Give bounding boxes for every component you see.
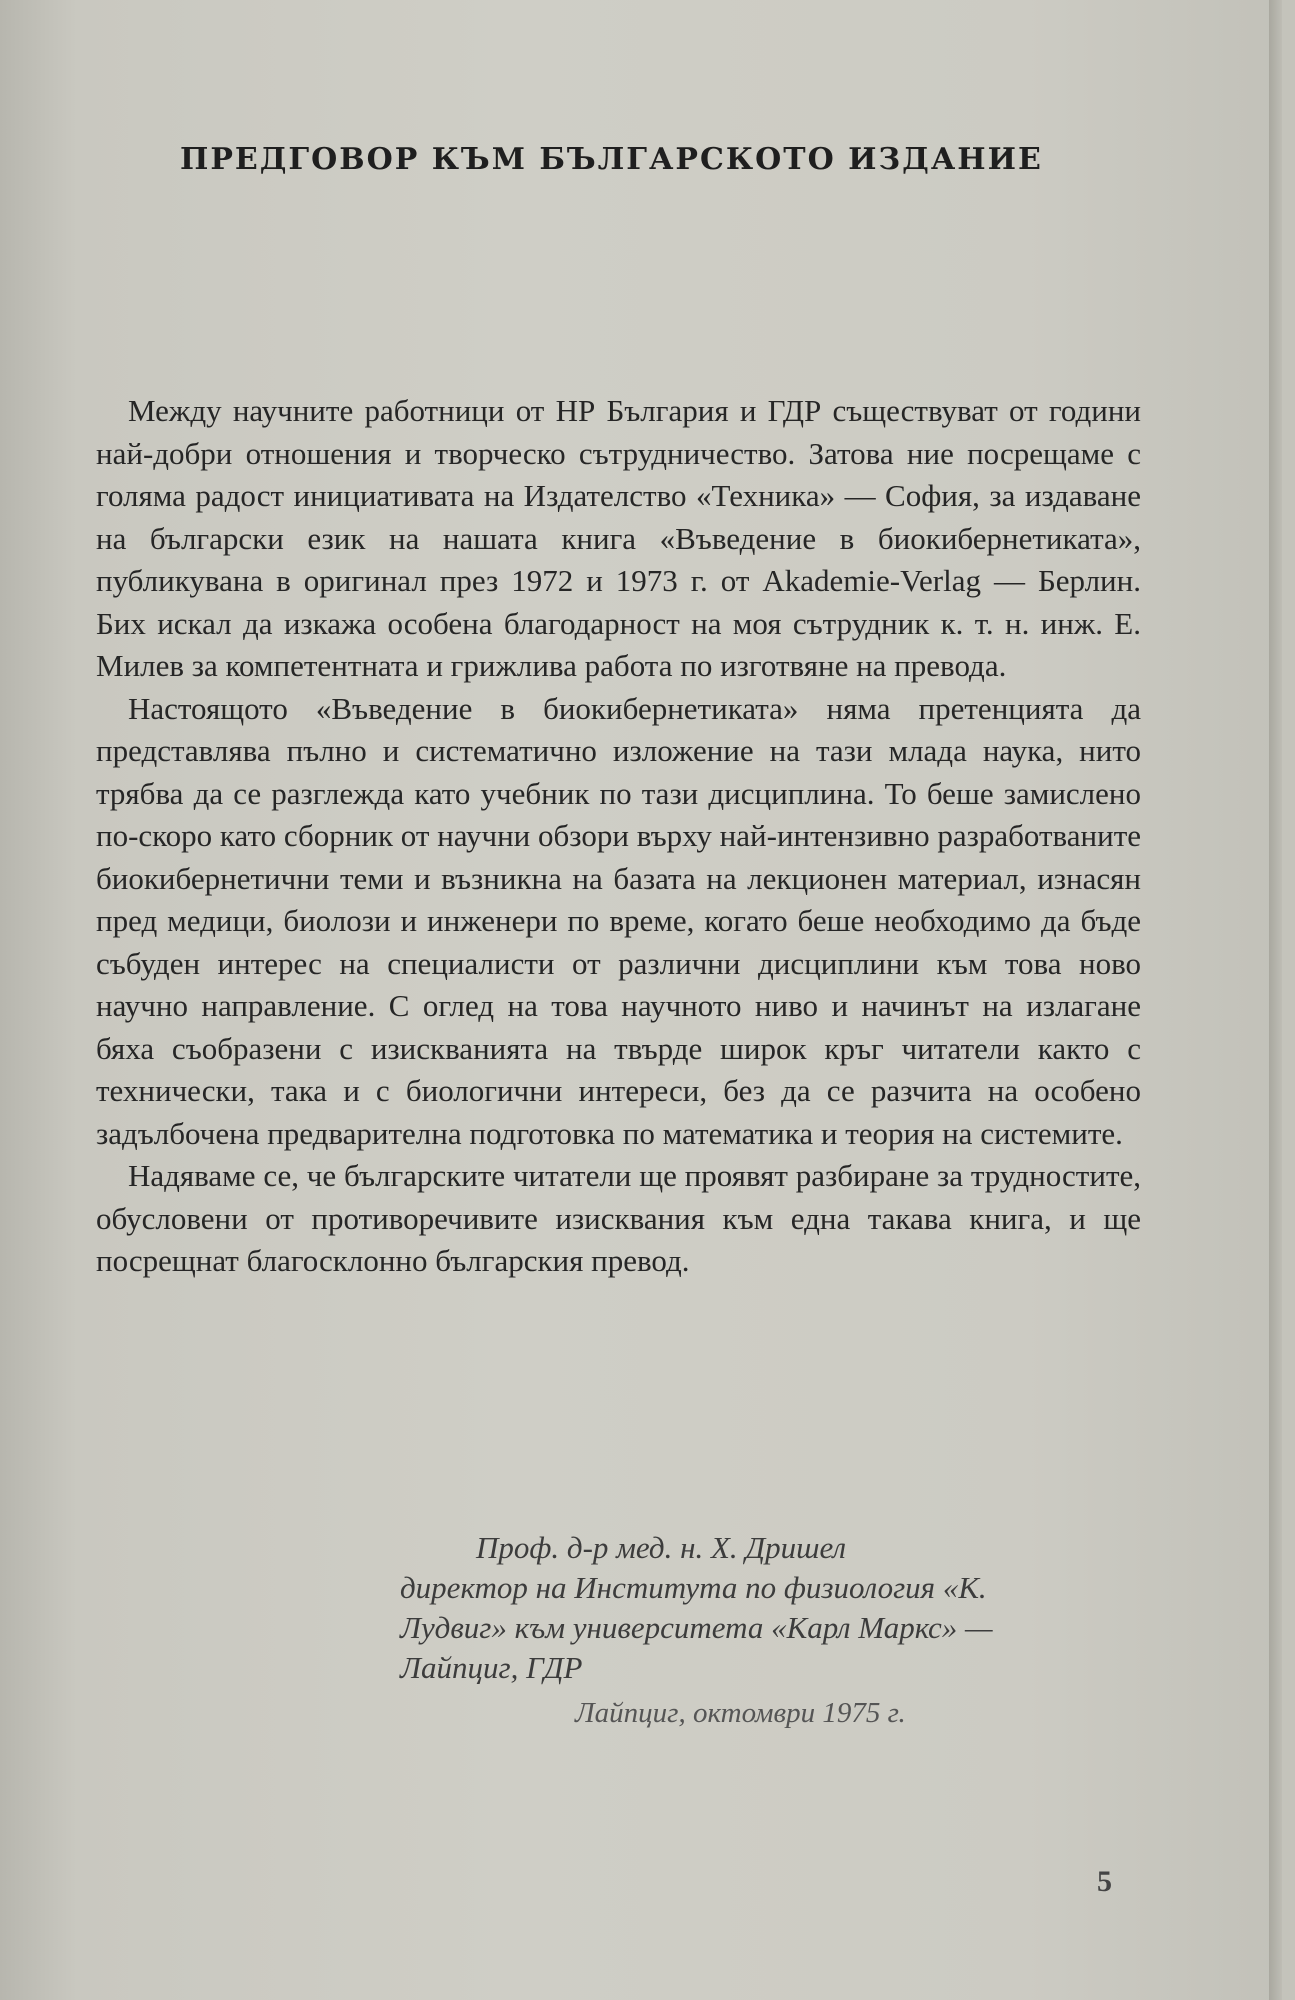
signature-name: Проф. д-р мед. н. Х. Дришел (476, 1530, 847, 1565)
paragraph-2: Настоящото «Въведение в биокибернетиката» няма претенцията да представлява пълно и систематично изложение на тази млада наука, нито трябва да се разглежда като учебник по тази дисциплина. То беше замислено по-скоро като сборник от научни обзори върху най-интензивно разработваните биокибернетични теми и възникна на базата на лекционен материал, изнасян пред медици, биолози и инженери по време, когато беше необходимо да бъде събуден интерес на специалисти от различни дисциплини към това ново научно направление. С оглед на това научното ниво и начинът на излагане бяха съобразени с изискванията на твърде широк кръг читатели както с технически, така и с биологични интереси, без да се разчита на особено задълбочена предварителна подготовка по математика и теория на системите. (96, 690, 1141, 1151)
signature-location: Лайпциг, ГДР (400, 1650, 583, 1685)
signature-date: Лайпциг, октомври 1975 г. (575, 1697, 906, 1729)
page-edge (1269, 0, 1282, 2000)
preface-body (96, 390, 1141, 1283)
signature-position-line-1: директор на Института по физиология «К. (400, 1570, 987, 1605)
page-title: ПРЕДГОВОР КЪМ БЪЛГАРСКОТО ИЗДАНИЕ (180, 142, 1043, 177)
paragraph-3: Надяваме се, че българските читатели ще проявят разбиране за трудностите, обусловени от противоречивите изисквания към една такава книга, и ще посрещнат благосклонно българския превод. (96, 1158, 1141, 1278)
signature-position-line-2: Лудвиг» към университета «Карл Маркс» — (400, 1610, 993, 1645)
signature-block (400, 1528, 1160, 1688)
page-number: 5 (1097, 1865, 1112, 1898)
paragraph-1: Между научните работници от НР България и ГДР съществуват от години най-добри отношения и творческо сътрудничество. Затова ние посрещаме с голяма радост инициативата на Издателство «Техника» — София, за издаване на български език на нашата книга «Въведение в биокибернетиката», публикувана в оригинал през 1972 и 1973 г. от Akademie-Verlag — Берлин. Бих искал да изкажа особена благодарност на моя сътрудник к. т. н. инж. Е. Милев за компетентната и грижлива работа по изготвяне на превода. (96, 393, 1141, 683)
